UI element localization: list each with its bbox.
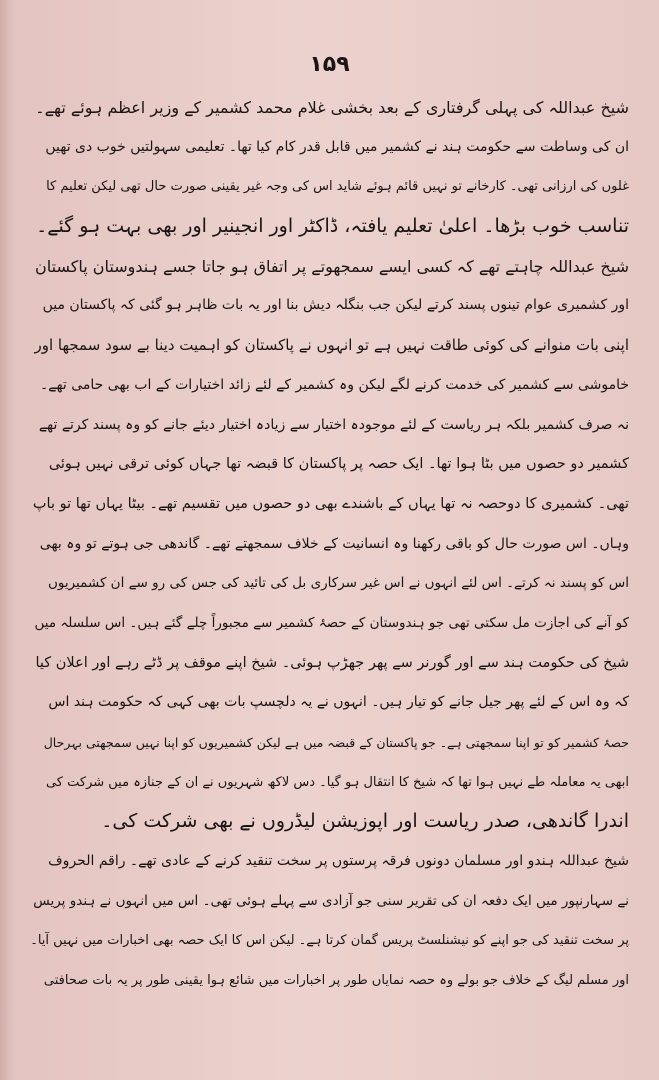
text-line: اندرا گاندھی، صدر ریاست اور اپوزیشن لیڈروں نے بھی شرکت کی۔ bbox=[101, 810, 629, 833]
text-line: حصۂ کشمیر کو تو اپنا سمجھتی ہے۔ جو پاکستان کے قبضہ میں ہے لیکن کشمیریوں کو اپنا نہیں سمجھتی بہرحال bbox=[43, 735, 629, 750]
text-line: اس کو پسند نہ کرتے۔ اس لئے انہوں نے اس غیر سرکاری بل کی تائید کی جس کی رو سے ان کشمیریوں bbox=[47, 575, 629, 592]
text-line: تناسب خوب بڑھا۔ اعلیٰ تعلیم یافتہ، ڈاکٹر اور انجینیر اور بھی بہت ہو گئے۔ bbox=[36, 215, 629, 238]
text-line: غلوں کی ارزانی تھی۔ کارخانے تو نہیں قائم ہوئے شاید اس کی وجہ غیر یقینی صورت حال تھی لیکن تعلیم کا bbox=[46, 179, 629, 195]
text-line: شیخ عبداللہ چاہتے تھے کہ کسی ایسے سمجھوتے پر اتفاق ہو جاتا جسے ہندوستان پاکستان bbox=[35, 256, 629, 276]
text-line: پر سخت تنقید کی جو اپنے کو نیشنلسٹ پریس گمان کرتا ہے۔ لیکن اس کا ایک حصہ بھی اخبارات میں نہیں آیا۔ bbox=[30, 933, 629, 949]
text-line: شیخ عبداللہ ہندو اور مسلمان دونوں فرقہ پرستوں پر سخت تنقید کرنے کے عادی تھے۔ راقم الحروف bbox=[48, 853, 629, 870]
text-line: خاموشی سے کشمیر کی خدمت کرنے لگے لیکن وہ کشمیر کے لئے زائد اختیارات کے اب بھی حامی تھے۔ bbox=[40, 376, 629, 393]
text-line: تھی۔ کشمیری کا دوحصہ نہ تھا یہاں کے باشندے بھی دو حصوں میں تقسیم تھے۔ بیٹا یہاں تھا تو باپ bbox=[32, 495, 629, 512]
text-line: کشمیر دو حصوں میں بٹا ہوا تھا۔ ایک حصہ پر پاکستان کا قبضہ تھا جہاں کوئی ترقی نہیں ہوئی bbox=[48, 456, 629, 473]
text-line: ان کی وساطت سے حکومت ہند نے کشمیر میں قابل قدر کام کیا تھا۔ تعلیمی سہولتیں خوب دی تھیں bbox=[45, 138, 629, 155]
text-line: نے سہارنپور میں ایک دفعہ ان کی تقریر سنی جو آزادی سے پہلے ہوئی تھی۔ اس میں انہوں نے ہندو پریس bbox=[33, 892, 629, 909]
text-line: شیخ کی حکومت ہند سے اور گورنر سے پھر جھڑپ ہوئی۔ شیخ اپنے موقف پر ڈٹے رہے اور اعلان کیا bbox=[35, 654, 629, 671]
text-line: اپنی بات منوانے کی کوئی طاقت نہیں ہے تو انہوں نے پاکستان کو اہمیت دینا بے سود سمجھا اور bbox=[34, 336, 629, 355]
text-line: اور مسلم لیگ کے خلاف جو بولے وہ حصہ نمایاں طور پر اخبارات میں شائع ہوا یقینی طور پر یہ بات صحافتی bbox=[43, 973, 629, 989]
page-gutter-shadow bbox=[0, 0, 14, 1080]
text-line: کہ وہ اس کے لئے پھر جیل جانے کو تیار ہیں۔ انہوں نے یہ دلچسپ بات بھی کہی کہ حکومت ہند اس bbox=[48, 694, 629, 711]
page-number: ۱۵۹ bbox=[309, 52, 350, 77]
text-line: ابھی یہ معاملہ طے نہیں ہوا تھا کہ شیخ کا انتقال ہو گیا۔ دس لاکھ شہریوں نے ان کے جنازہ میں شرکت کی bbox=[45, 774, 629, 790]
text-line: نہ صرف کشمیر بلکہ ہر ریاست کے لئے موجودہ اختیار سے زیادہ اختیار دیئے جانے کو وہ پسند کرتے تھے bbox=[38, 416, 629, 433]
text-line: اور کشمیری عوام تینوں پسند کرتے لیکن جب بنگلہ دیش بنا اور یہ بات ظاہر ہو گئی کہ پاکستان میں bbox=[42, 297, 629, 314]
text-line: وہاں۔ اس صورت حال کو باقی رکھنا وہ انسانیت کے خلاف سمجھتے تھے۔ گاندھی جی ہوتے تو وہ بھی bbox=[39, 535, 629, 552]
text-line: شیخ عبداللہ کی پہلی گرفتاری کے بعد بخشی غلام محمد کشمیر کے وزیر اعظم ہوئے تھے۔ bbox=[35, 98, 629, 117]
text-line: کو آنے کی اجازت مل سکتی تھی جو ہندوستان کے حصۂ کشمیر سے مجبوراً چلے گئے ہیں۔ اس سلسلہ میں bbox=[34, 614, 629, 631]
page-body-text bbox=[30, 88, 629, 1001]
